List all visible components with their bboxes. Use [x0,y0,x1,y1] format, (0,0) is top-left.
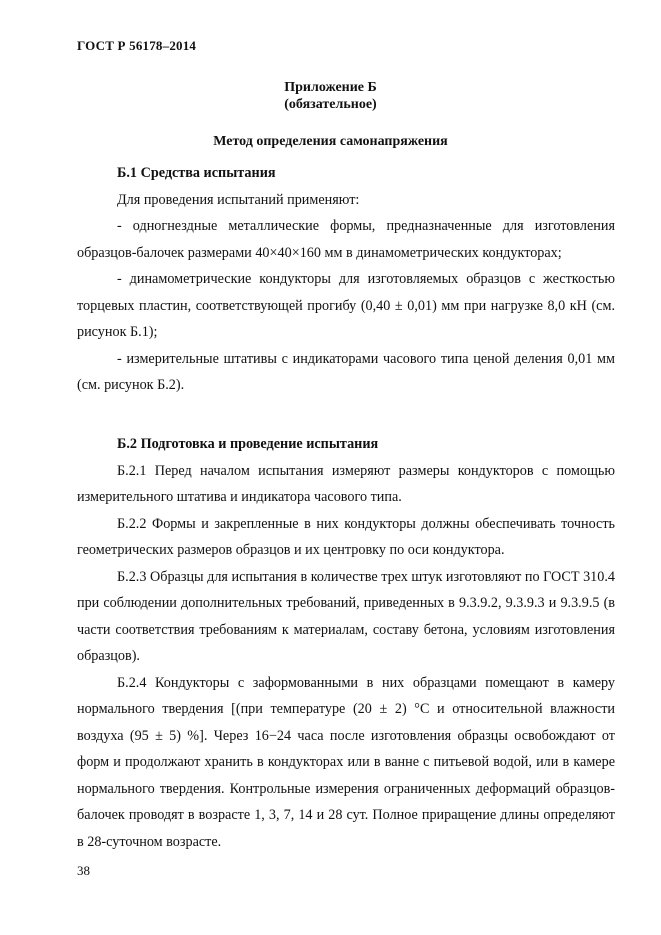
list-item: - динамометрические кондукторы для изготовляемых образцов с жесткостью торцевых пластин, соответствующей прогибу (0,40 ± 0,01) мм при нагрузке 8,0 кН (см. рисунок Б.1); [77,271,615,340]
appendix-status: (обязательное) [284,97,377,112]
page-number: 38 [77,863,90,878]
list-item: - измерительные штативы с индикаторами часового типа ценой деления 0,01 мм (см. рисунок Б.2). [77,350,615,393]
section-1-heading: Б.1 Средства испытания [117,165,276,181]
section-1 [77,160,615,399]
method-title: Метод определения самонапряжения [213,134,448,149]
paragraph: Б.2.4 Кондукторы с заформованными в них образцами помещают в камеру нормального твердения [(при температуре (20 ± 2) °С и относительной влажности воздуха (95 ± 5) %]. Через 16−24 часа после изготовления образцы освобождают от форм и продолжают хранить в кондукторах или в ванне с питьевой водой, или в камере нормального твердения. Контрольные измерения ограниченных деформаций образцов-балочек проводят в возрасте 1, 3, 7, 14 и 28 сут. Полное приращение длины определяют в 28-суточном возрасте. [77,674,615,850]
section-1-intro: Для проведения испытаний применяют: [117,191,360,208]
paragraph: Б.2.1 Перед началом испытания измеряют размеры кондукторов с помощью измерительного штатива и индикатора часового типа. [77,462,615,505]
section-2 [77,431,615,855]
list-item: - одногнездные металлические формы, предназначенные для изготовления образцов-балочек размерами 40×40×160 мм в динамометрических кондукторах; [77,218,615,261]
paragraph: Б.2.3 Образцы для испытания в количестве трех штук изготовляют по ГОСТ 310.4 при соблюдении дополнительных требований, приведенных в 9.3.9.2, 9.3.9.3 и 9.3.9.5 (в части соответствия требованиям к материалам, составу бетона, условиям изготовления образцов). [77,568,615,664]
appendix-title: Приложение Б [284,80,377,95]
document-header: ГОСТ Р 56178–2014 [77,38,197,53]
paragraph: Б.2.2 Формы и закрепленные в них кондукторы должны обеспечивать точность геометрических размеров образцов и их центровку по оси кондуктора. [77,515,615,558]
section-2-heading: Б.2 Подготовка и проведение испытания [117,436,379,452]
